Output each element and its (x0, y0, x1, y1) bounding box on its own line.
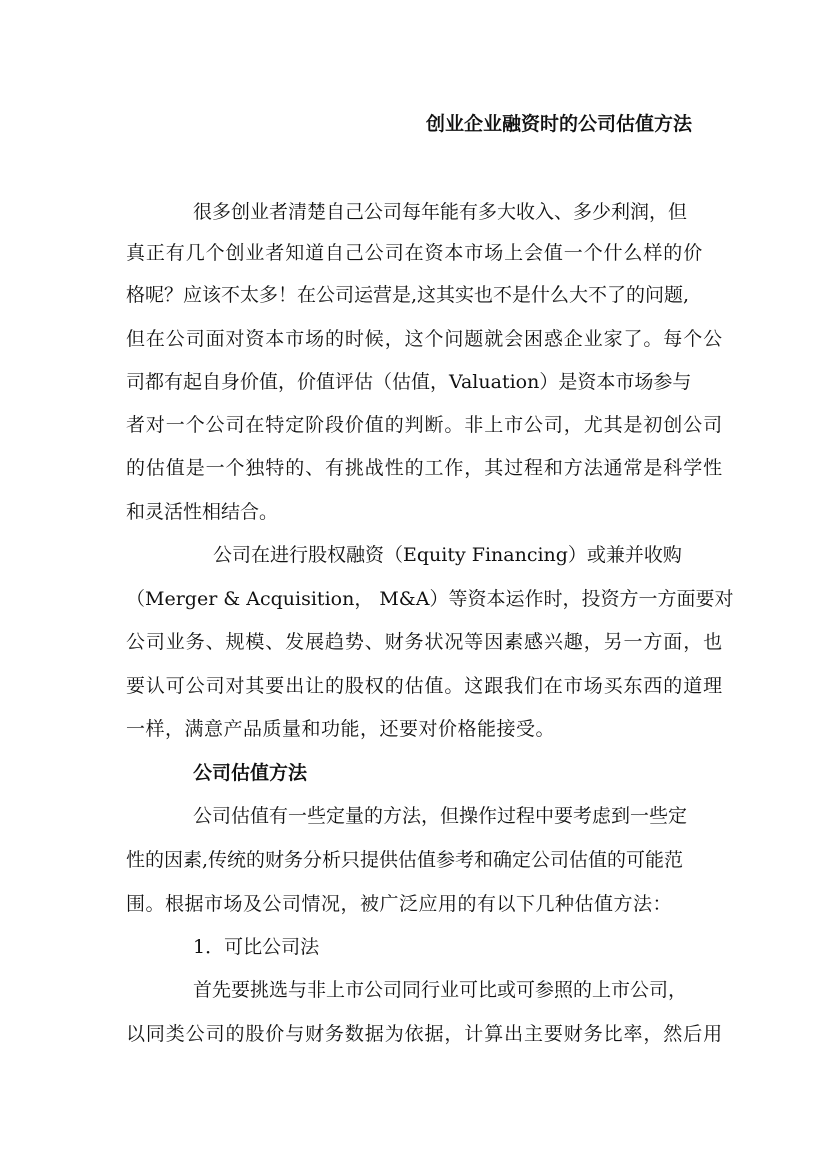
section-heading: 公司估值方法 (193, 762, 308, 784)
document-title: 创业企业融资时的公司估值方法 (426, 113, 693, 135)
paragraph-1-line-6: 者对一个公司在特定阶段价值的判断。非上市公司，尤其是初创公司 (126, 414, 724, 436)
paragraph-3-line-3: 围。根据市场及公司情况，被广泛应用的有以下几种估值方法： (126, 893, 673, 915)
paragraph-2-line-2: （Merger & Acquisition， M&A）等资本运作时，投资方一方面要对 (126, 588, 734, 610)
paragraph-2-line-1: 公司在进行股权融资（Equity Financing）或兼并收购 (213, 544, 682, 566)
paragraph-1-line-4: 但在公司面对资本市场的时候，这个问题就会困惑企业家了。每个公 (126, 328, 724, 350)
paragraph-1-line-5: 司都有起自身价值，价值评估（估值，Valuation）是资本市场参与 (126, 371, 692, 393)
paragraph-1-line-2: 真正有几个创业者知道自己公司在资本市场上会值一个什么样的价 (126, 242, 704, 264)
paragraph-1-line-8: 和灵活性相结合。 (126, 501, 279, 523)
paragraph-1-line-3: 格呢？应该不太多！在公司运营是,这其实也不是什么大不了的问题, (126, 284, 690, 306)
paragraph-2-line-4: 要认可公司对其要出让的股权的估值。这跟我们在市场买东西的道理 (126, 675, 724, 697)
paragraph-4-line-2: 以同类公司的股价与财务数据为依据，计算出主要财务比率，然后用 (126, 1023, 724, 1045)
paragraph-1-line-7: 的估值是一个独特的、有挑战性的工作，其过程和方法通常是科学性 (126, 457, 724, 479)
paragraph-1-line-1: 很多创业者清楚自己公司每年能有多大收入、多少利润，但 (193, 201, 688, 223)
paragraph-3-line-2: 性的因素,传统的财务分析只提供估值参考和确定公司估值的可能范 (126, 849, 684, 871)
paragraph-2-line-5: 一样，满意产品质量和功能，还要对价格能接受。 (126, 718, 556, 740)
paragraph-2-line-3: 公司业务、规模、发展趋势、财务状况等因素感兴趣，另一方面，也 (126, 631, 724, 653)
list-item-1: 1．可比公司法 (193, 936, 320, 958)
paragraph-4-line-1: 首先要挑选与非上市公司同行业可比或可参照的上市公司， (193, 979, 688, 1001)
paragraph-3-line-1: 公司估值有一些定量的方法，但操作过程中要考虑到一些定 (193, 805, 688, 827)
